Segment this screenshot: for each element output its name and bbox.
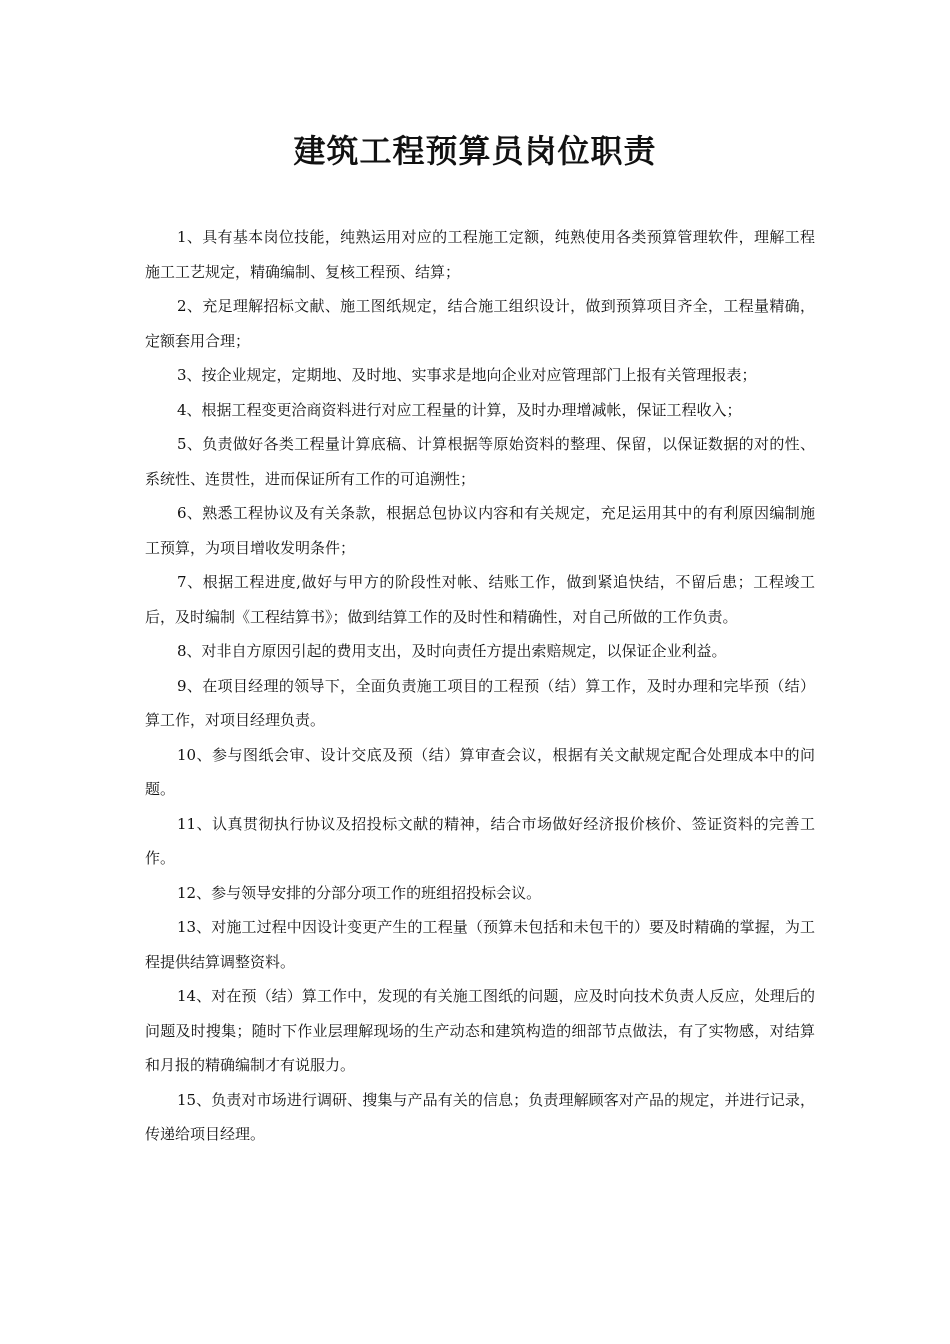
- duty-item-12: 12、参与领导安排的分部分项工作的班组招投标会议。: [177, 883, 542, 902]
- duty-item-2: 2、充足理解招标文献、施工图纸规定，结合施工组织设计，做到预算项目齐全，工程量精确，定额套用合理；: [145, 297, 815, 350]
- duty-item-4: 4、根据工程变更洽商资料进行对应工程量的计算，及时办理增减帐，保证工程收入；: [177, 400, 742, 419]
- duty-item-14: 14、对在预（结）算工作中，发现的有关施工图纸的问题，应及时向技术负责人反应，处理后的问题及时搜集；随时下作业层理解现场的生产动态和建筑构造的细部节点做法，有了实物感，对结算和月报的精确编制才有说服力。: [145, 987, 815, 1074]
- document-title: 建筑工程预算员岗位职责: [293, 132, 657, 170]
- duty-item-3: 3、按企业规定，定期地、及时地、实事求是地向企业对应管理部门上报有关管理报表；: [177, 366, 757, 384]
- duty-item-1: 1、具有基本岗位技能，纯熟运用对应的工程施工定额，纯熟使用各类预算管理软件，理解工程施工工艺规定，精确编制、复核工程预、结算；: [145, 228, 815, 281]
- document-body: [145, 220, 815, 1152]
- duty-item-9: 9、在项目经理的领导下，全面负责施工项目的工程预（结）算工作，及时办理和完毕预（结）算工作，对项目经理负责。: [145, 676, 815, 729]
- duty-item-6: 6、熟悉工程协议及有关条款，根据总包协议内容和有关规定，充足运用其中的有利原因编制施工预算，为项目增收发明条件；: [145, 504, 815, 557]
- duty-item-10: 10、参与图纸会审、设计交底及预（结）算审查会议，根据有关文献规定配合处理成本中的问题。: [145, 745, 815, 798]
- duty-item-7: 7、根据工程进度,做好与甲方的阶段性对帐、结账工作，做到紧追快结，不留后患；工程竣工后，及时编制《工程结算书》；做到结算工作的及时性和精确性，对自己所做的工作负责。: [145, 573, 815, 626]
- duty-item-8: 8、对非自方原因引起的费用支出，及时向责任方提出索赔规定，以保证企业利益。: [177, 642, 727, 660]
- duty-item-15: 15、负责对市场进行调研、搜集与产品有关的信息；负责理解顾客对产品的规定，并进行记录，传递给项目经理。: [145, 1090, 815, 1143]
- duty-item-13: 13、对施工过程中因设计变更产生的工程量（预算未包括和未包干的）要及时精确的掌握，为工程提供结算调整资料。: [145, 918, 815, 971]
- duty-item-5: 5、负责做好各类工程量计算底稿、计算根据等原始资料的整理、保留，以保证数据的对的性、系统性、连贯性，进而保证所有工作的可追溯性；: [145, 435, 815, 488]
- duty-item-11: 11、认真贯彻执行协议及招投标文献的精神，结合市场做好经济报价核价、签证资料的完善工作。: [145, 814, 815, 867]
